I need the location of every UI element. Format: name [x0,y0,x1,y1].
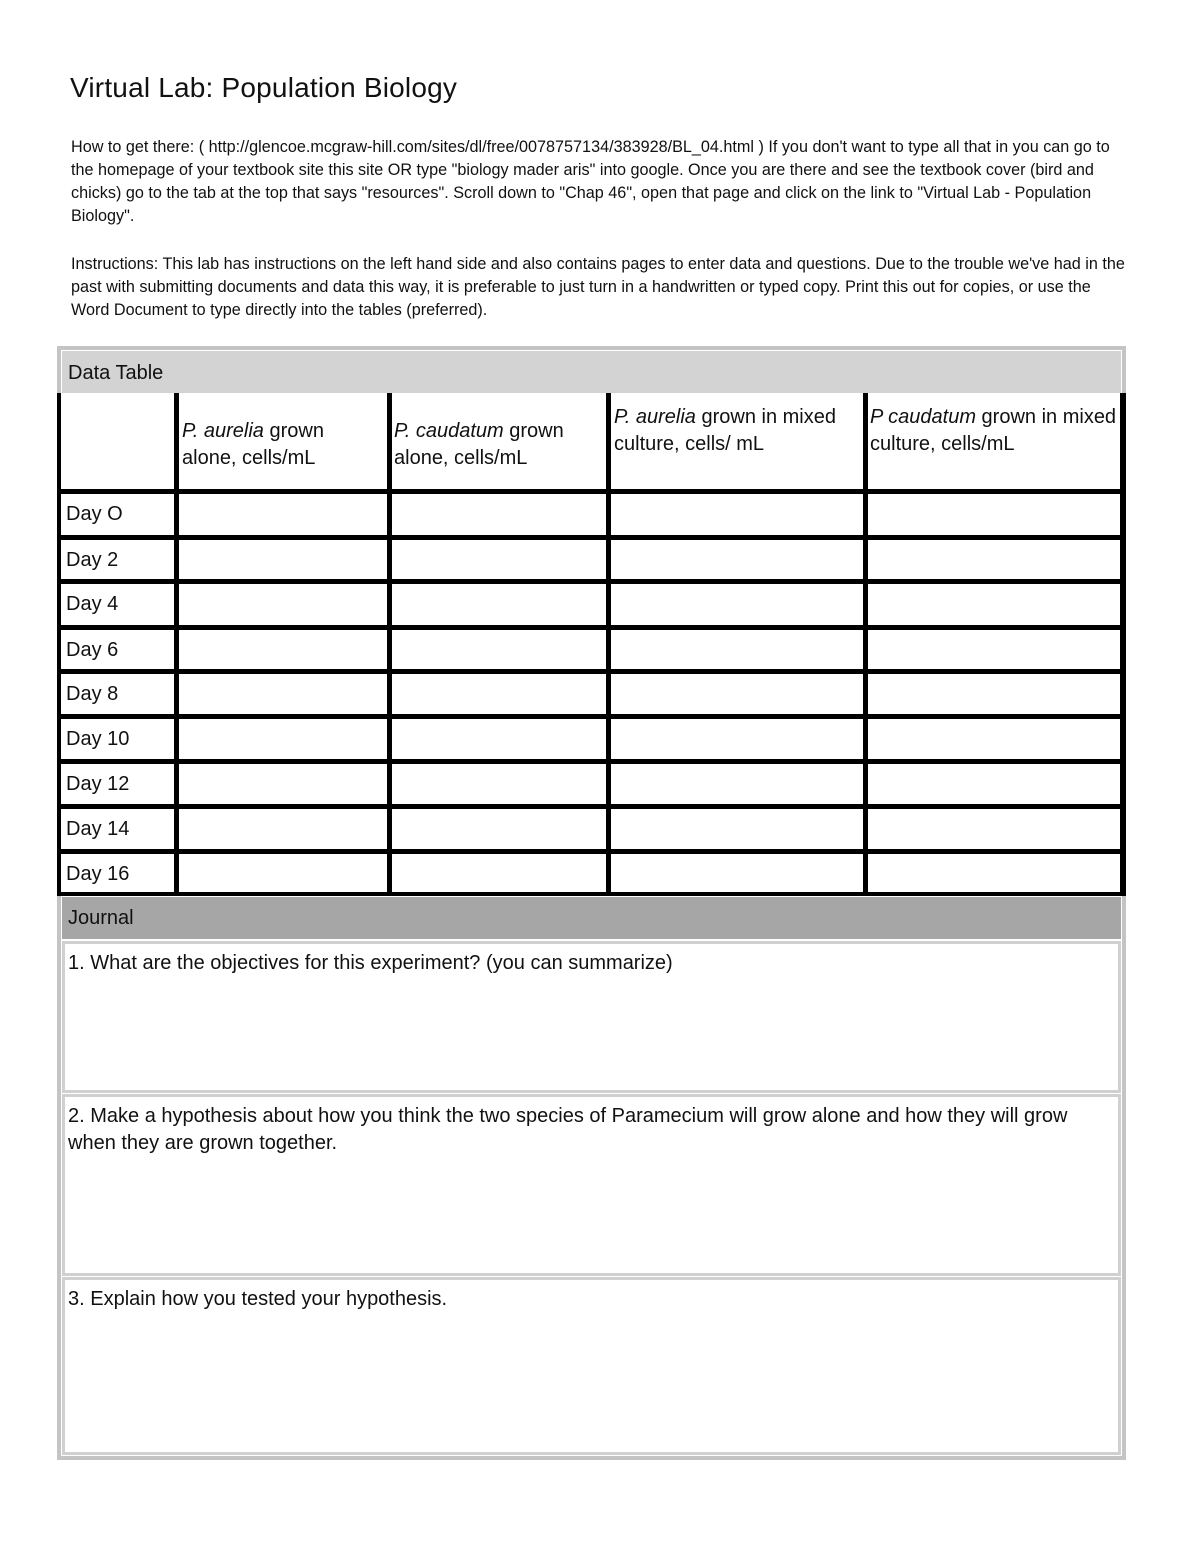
data-entry-cell[interactable] [179,719,387,759]
journal-question-1[interactable]: 1. What are the objectives for this experiment? (you can summarize) [62,941,1121,1093]
data-entry-cell[interactable] [611,764,863,804]
instructions-paragraph: Instructions: This lab has instructions on the left hand side and also contains pages to enter data and questions. Due to the trouble we've had in the past with submitting documents and data this way, it is preferable to just turn in a handwritten or typed copy. Print this out for copies, or use the Word Document to type directly into the tables (preferred). [71,255,1125,319]
data-entry-cell[interactable] [868,540,1120,580]
data-entry-cell[interactable] [179,630,387,670]
journal-heading: Journal [62,897,1121,939]
data-entry-cell[interactable] [179,764,387,804]
data-entry-cell[interactable] [611,854,863,894]
journal-question-3[interactable]: 3. Explain how you tested your hypothesis. [62,1277,1121,1455]
data-entry-cell[interactable] [868,630,1120,670]
column-header-species: P. aurelia [614,406,696,428]
data-entry-cell[interactable] [611,540,863,580]
data-table-heading: Data Table [62,351,1121,393]
data-entry-cell[interactable] [868,854,1120,894]
row-label: Day O [66,503,123,525]
data-entry-cell[interactable] [392,809,606,849]
column-header-4 [870,404,1120,458]
column-header-2 [394,418,606,472]
column-header-species: P. aurelia [182,420,264,442]
data-entry-cell[interactable] [392,540,606,580]
column-header-text: grown in mixed culture, cells/mL [870,406,1117,455]
data-entry-cell[interactable] [179,809,387,849]
data-entry-cell[interactable] [392,630,606,670]
data-entry-cell[interactable] [611,584,863,624]
data-entry-cell[interactable] [868,719,1120,759]
data-entry-cell[interactable] [868,494,1120,534]
data-entry-cell[interactable] [392,494,606,534]
data-entry-cell[interactable] [179,494,387,534]
row-label: Day 14 [66,818,130,840]
data-entry-cell[interactable] [611,494,863,534]
data-entry-cell[interactable] [392,719,606,759]
data-entry-cell[interactable] [868,809,1120,849]
data-entry-cell[interactable] [392,584,606,624]
data-entry-cell[interactable] [179,854,387,894]
column-header-species: P caudatum [870,406,976,428]
page-title: Virtual Lab: Population Biology [70,72,458,103]
column-header-text: grown alone, cells/mL [394,420,564,469]
data-entry-cell[interactable] [611,630,863,670]
column-header-3 [614,404,836,458]
how-to-paragraph: How to get there: ( http://glencoe.mcgraw-hill.com/sites/dl/free/0078757134/383928/BL_04.html ) If you don't want to type all that in you can go to the homepage of your textbook site this site OR type "biology mader aris" into google. Once you are there and see the textbook cover (bird and chicks) go to the tab at the top that says "resources". Scroll down to "Chap 46", open that page and click on the link to "Virtual Lab - Population Biology". [71,138,1110,225]
data-entry-cell[interactable] [179,540,387,580]
row-label: Day 6 [66,639,119,661]
table-vertical-rule [1120,393,1126,896]
data-table [57,393,1126,896]
data-entry-cell[interactable] [868,764,1120,804]
data-entry-cell[interactable] [179,674,387,714]
data-entry-cell[interactable] [179,584,387,624]
row-label: Day 2 [66,549,119,571]
data-entry-cell[interactable] [611,809,863,849]
data-entry-cell[interactable] [611,719,863,759]
row-label: Day 4 [66,593,119,615]
data-entry-cell[interactable] [392,854,606,894]
data-entry-cell[interactable] [868,584,1120,624]
table-vertical-rule [57,393,61,896]
data-entry-cell[interactable] [392,764,606,804]
column-header-1 [182,418,382,472]
column-header-text: grown alone, cells/mL [182,420,324,469]
column-header-species: P. caudatum [394,420,504,442]
journal-question-2[interactable]: 2. Make a hypothesis about how you think the two species of Paramecium will grow alone and how they will grow when they are grown together. [62,1094,1121,1276]
row-label: Day 10 [66,728,130,750]
column-header-text: grown in mixed culture, cells/ mL [614,406,836,455]
row-label: Day 12 [66,773,130,795]
data-entry-cell[interactable] [392,674,606,714]
data-entry-cell[interactable] [611,674,863,714]
data-entry-cell[interactable] [868,674,1120,714]
row-label: Day 16 [66,863,130,885]
row-label: Day 8 [66,683,119,705]
